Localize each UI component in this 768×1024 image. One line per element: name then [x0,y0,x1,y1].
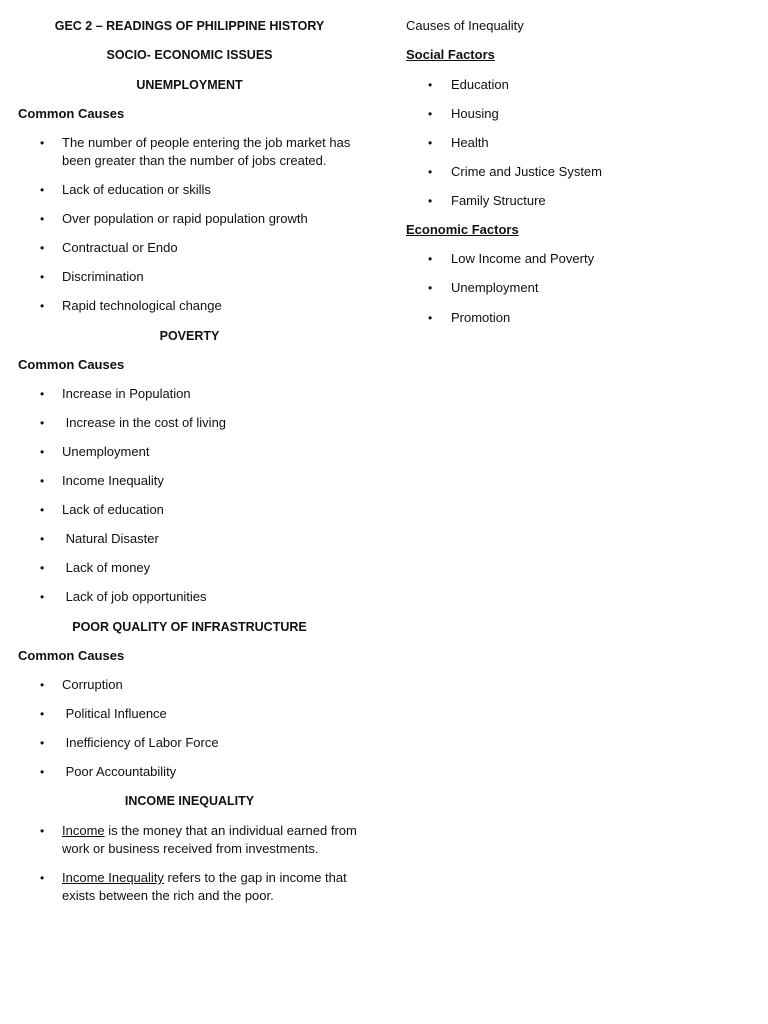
list-item [62,822,362,858]
causes-label-unemployment: Common Causes [18,106,125,121]
list-item: Rapid technological change [62,298,222,313]
right-title: Causes of Inequality [406,18,524,33]
definition-term: Income Inequality [62,870,164,885]
bullet-icon: • [40,212,45,226]
bullet-icon: • [40,474,45,488]
bullet-icon: • [40,824,45,838]
list-item: Unemployment [62,444,150,459]
bullet-icon: • [40,136,45,150]
bullet-icon: • [40,183,45,197]
list-item: Increase in the cost of living [62,415,227,430]
list-item: Family Structure [451,193,546,208]
list-item: Natural Disaster [62,531,159,546]
list-item: Health [451,135,489,150]
bullet-icon: • [428,311,433,325]
bullet-icon: • [40,765,45,779]
section-heading-infrastructure: POOR QUALITY OF INFRASTRUCTURE [72,620,307,634]
definition-term: Income [62,823,105,838]
list-item: Increase in Population [62,386,191,401]
bullet-icon: • [40,299,45,313]
list-item [62,869,362,905]
list-item: Discrimination [62,269,144,284]
bullet-icon: • [40,270,45,284]
section-heading-poverty: POVERTY [159,329,220,343]
economic-factors-heading: Economic Factors [406,222,519,237]
section-heading-income-inequality: INCOME INEQUALITY [124,794,255,808]
causes-label-infrastructure: Common Causes [18,648,125,663]
list-item: Unemployment [451,280,539,295]
bullet-icon: • [428,194,433,208]
list-item: Lack of money [62,560,151,575]
section-heading-unemployment: UNEMPLOYMENT [136,78,243,92]
bullet-icon: • [40,532,45,546]
list-item: Poor Accountability [62,764,177,779]
causes-label-poverty: Common Causes [18,357,125,372]
list-item: Corruption [62,677,123,692]
list-item: Over population or rapid population growth [62,211,308,226]
list-item: Housing [451,106,499,121]
bullet-icon: • [40,871,45,885]
list-item: Low Income and Poverty [451,251,595,266]
document-subtitle: SOCIO- ECONOMIC ISSUES [106,48,273,62]
bullet-icon: • [40,503,45,517]
list-item: Political Influence [62,706,167,721]
definition-text: is the money that an individual earned from work or business received from investments. [62,823,357,856]
bullet-icon: • [428,281,433,295]
list-item: The number of people entering the job market has been greater than the number of jobs created. [62,135,351,168]
bullet-icon: • [428,107,433,121]
definition-text: refers to the gap in income that exists between the rich and the poor. [62,870,347,903]
list-item: Promotion [451,310,511,325]
bullet-icon: • [40,387,45,401]
list-item: Income Inequality [62,473,164,488]
bullet-icon: • [40,707,45,721]
bullet-icon: • [40,736,45,750]
bullet-icon: • [428,252,433,266]
list-item: Inefficiency of Labor Force [62,735,219,750]
document-title: GEC 2 – READINGS OF PHILIPPINE HISTORY [54,19,325,33]
list-item: Lack of job opportunities [62,589,207,604]
bullet-icon: • [40,678,45,692]
list-item: Lack of education [62,502,164,517]
social-factors-heading: Social Factors [406,47,495,62]
bullet-icon: • [428,136,433,150]
list-item: Lack of education or skills [62,182,211,197]
bullet-icon: • [40,590,45,604]
bullet-icon: • [40,241,45,255]
bullet-icon: • [40,445,45,459]
list-item: Crime and Justice System [451,164,602,179]
bullet-icon: • [428,78,433,92]
bullet-icon: • [428,165,433,179]
list-item: Contractual or Endo [62,240,178,255]
list-item: Education [451,77,509,92]
bullet-icon: • [40,416,45,430]
bullet-icon: • [40,561,45,575]
